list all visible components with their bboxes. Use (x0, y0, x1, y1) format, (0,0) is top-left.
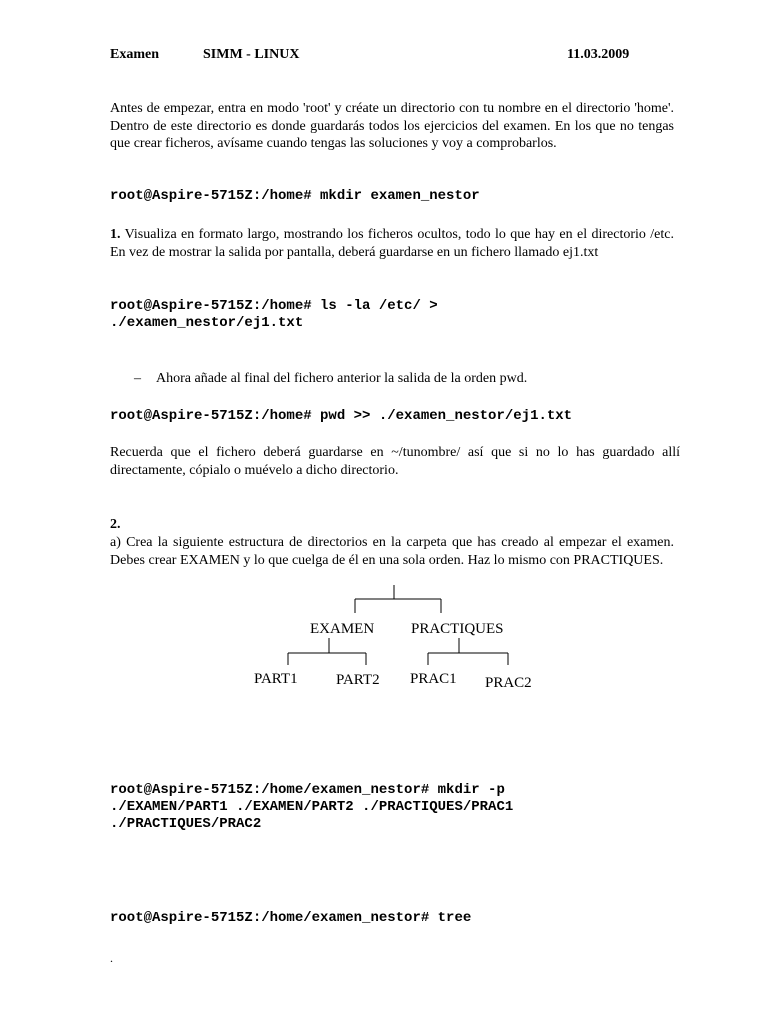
tree-node-practiques: PRACTIQUES (411, 621, 504, 637)
directory-tree-diagram (248, 583, 540, 695)
reminder-paragraph: Recuerda que el fichero deberá guardarse en ~/tunombre/ así que si no lo has guardado allí directamente, cópialo o muévelo a dicho directorio. (110, 445, 680, 478)
question-1-text: Visualiza en formato largo, mostrando los ficheros ocultos, todo lo que hay en el directorio /etc. En vez de mostrar la salida por pantalla, deberá guardarse en un fichero llamado ej1.txt (110, 227, 674, 260)
tree-node-part1: PART1 (254, 671, 298, 687)
tree-node-part2: PART2 (336, 672, 380, 688)
question-2-text: a) Crea la siguiente estructura de directorios en la carpeta que has creado al empezar el examen. Debes crear EXAMEN y lo que cuelga de él en una sola orden. Haz lo mismo con PRACTIQUES. (110, 535, 674, 568)
command-mkdir-p-block (110, 782, 690, 833)
question-2-number: 2. (110, 517, 121, 532)
command-ls-line-2: ./examen_nestor/ej1.txt (110, 315, 304, 331)
command-mkdir-p-line-3: ./PRACTIQUES/PRAC2 (110, 816, 262, 832)
command-ls-block (110, 298, 690, 332)
bullet-dash: – (134, 371, 141, 386)
command-mkdir-home: root@Aspire-5715Z:/home# mkdir examen_nestor (110, 188, 480, 204)
tree-node-prac1: PRAC1 (410, 671, 457, 687)
bullet-item (134, 371, 527, 387)
header-date: 11.03.2009 (567, 47, 630, 62)
tree-node-prac2: PRAC2 (485, 675, 532, 691)
bullet-text: Ahora añade al final del fichero anterior la salida de la orden pwd. (156, 371, 528, 386)
command-ls-line-1: root@Aspire-5715Z:/home# ls -la /etc/ > (110, 298, 438, 314)
tree-node-examen: EXAMEN (310, 621, 375, 637)
trailing-dot: . (110, 951, 113, 965)
command-mkdir-p-line-1: root@Aspire-5715Z:/home/examen_nestor# mkdir -p (110, 782, 505, 798)
command-tree: root@Aspire-5715Z:/home/examen_nestor# tree (110, 910, 472, 926)
command-pwd: root@Aspire-5715Z:/home# pwd >> ./examen_nestor/ej1.txt (110, 408, 573, 424)
header-subject: SIMM - LINUX (203, 47, 300, 62)
command-mkdir-p-line-2: ./EXAMEN/PART1 ./EXAMEN/PART2 ./PRACTIQUES/PRAC1 (110, 799, 514, 815)
intro-paragraph: Antes de empezar, entra en modo 'root' y créate un directorio con tu nombre en el directorio 'home'. Dentro de este directorio es donde guardarás todos los ejercicios del examen. En los que no tengas que crear ficheros, avísame cuando tengas las soluciones y voy a comprobarlos. (110, 101, 674, 151)
header-exam-label: Examen (110, 47, 159, 62)
question-1-number: 1. (110, 227, 121, 242)
question-1 (110, 226, 674, 261)
